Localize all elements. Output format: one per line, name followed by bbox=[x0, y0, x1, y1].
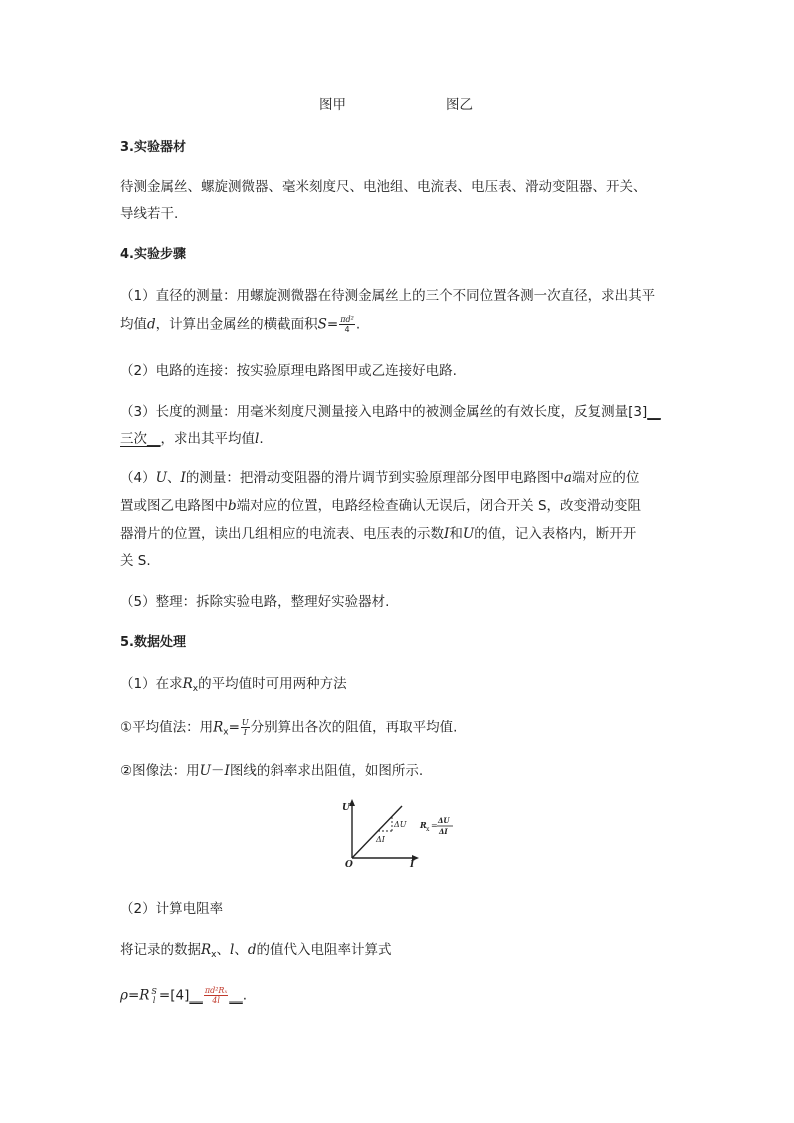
text: 的值代入电阻率计算式 bbox=[256, 942, 392, 958]
text: ①平均值法：用 bbox=[120, 719, 214, 736]
data-processing-2: （2）计算电阻率 bbox=[120, 901, 224, 917]
text: 、 bbox=[216, 942, 230, 958]
text: 图线的斜率求出阻值，如图所示. bbox=[229, 763, 424, 779]
var-r: R bbox=[139, 987, 150, 1004]
text: 器滑片的位置，读出几组相应的电流表、电压表的示数 bbox=[120, 526, 444, 542]
ui-graph-figure bbox=[336, 796, 466, 868]
var-r: R bbox=[201, 942, 212, 958]
var-d: d bbox=[247, 942, 257, 958]
var-d: d bbox=[147, 316, 156, 333]
rx-subscript: x bbox=[426, 826, 430, 833]
text: 端对应的位 bbox=[571, 470, 640, 486]
slope-line bbox=[352, 806, 402, 858]
subscript-x: x bbox=[192, 684, 199, 694]
caption-fig-yi: 图乙 bbox=[446, 97, 473, 113]
answer-blank: __ bbox=[229, 987, 243, 1004]
equals: = bbox=[127, 987, 140, 1004]
section-4-title: 4.实验步骤 bbox=[120, 247, 186, 262]
var-s: S bbox=[317, 316, 327, 333]
text: 的测量：把滑动变阻器的滑片调节到实验原理部分图甲电路图中 bbox=[185, 470, 564, 486]
formula-numerator: ΔU bbox=[438, 816, 450, 825]
text: ②图像法：用 bbox=[120, 763, 200, 779]
section-5-title: 5.数据处理 bbox=[120, 635, 186, 650]
resistivity-line bbox=[120, 941, 391, 964]
var-u: U bbox=[155, 470, 167, 486]
s3-line-1: 待测金属丝、螺旋测微器、毫米刻度尺、电池组、电流表、电压表、滑动变阻器、开关、 bbox=[120, 179, 647, 195]
period: . bbox=[355, 316, 361, 333]
step-1-line-2 bbox=[120, 315, 360, 334]
method-graph bbox=[120, 762, 423, 780]
area-fraction bbox=[339, 315, 355, 334]
origin-label: O bbox=[345, 860, 353, 868]
i-axis-label: I bbox=[410, 860, 415, 868]
formula-denominator: ΔI bbox=[439, 827, 448, 836]
text: 置或图乙电路图中 bbox=[120, 498, 228, 514]
var-r: R bbox=[182, 676, 193, 692]
var-b: b bbox=[228, 498, 237, 514]
var-l: l bbox=[230, 942, 235, 958]
answer-denominator: 4l bbox=[212, 996, 220, 1005]
period: . bbox=[242, 987, 248, 1004]
text: 和 bbox=[449, 526, 463, 542]
var-i: I bbox=[444, 526, 450, 542]
caption-fig-jia: 图甲 bbox=[319, 97, 346, 113]
answer-3: 三次__ bbox=[120, 431, 161, 447]
delta-u-label: ΔU bbox=[394, 820, 407, 829]
rx-label: R bbox=[420, 820, 427, 830]
u-axis-label: U bbox=[342, 803, 350, 813]
text: ，求出其平均值 bbox=[160, 431, 255, 447]
text: 分别算出各次的阻值，再取平均值. bbox=[250, 719, 458, 736]
s3-line-2: 导线若干. bbox=[120, 206, 179, 222]
step-4-line-3 bbox=[120, 525, 636, 543]
var-rho: ρ bbox=[120, 987, 128, 1004]
dash: － bbox=[211, 763, 225, 779]
step-4-line-4: 关 S. bbox=[120, 553, 151, 569]
text: （1）在求 bbox=[120, 676, 183, 692]
equals: = bbox=[326, 316, 339, 333]
step-4-line-1 bbox=[120, 469, 639, 487]
fraction-numerator: U bbox=[241, 718, 249, 727]
section-3-title: 3.实验器材 bbox=[120, 140, 186, 155]
step-3-line-2 bbox=[120, 430, 264, 448]
fraction-denominator: I bbox=[243, 728, 247, 737]
step-3-line-1 bbox=[120, 403, 661, 421]
text: （4） bbox=[120, 470, 156, 486]
text: 端对应的位置，电路经检查确认无误后，闭合开关 S，改变滑动变阻 bbox=[236, 498, 642, 514]
text: （3）长度的测量：用毫米刻度尺测量接入电路中的被测金属丝的有效长度，反复测量[3] bbox=[120, 404, 648, 420]
answer-numerator: πd²Rₓ bbox=[204, 986, 228, 995]
fraction-numerator: πd² bbox=[340, 315, 354, 324]
period: . bbox=[259, 431, 264, 447]
s-over-l-fraction bbox=[150, 987, 157, 1005]
answer-index: =[4] bbox=[158, 987, 190, 1004]
text: 、 bbox=[234, 942, 248, 958]
rx-equals: = bbox=[431, 821, 438, 830]
text: 将记录的数据 bbox=[120, 942, 201, 958]
text: ，计算出金属丝的横截面积 bbox=[155, 316, 318, 333]
fraction-numerator: S bbox=[151, 986, 157, 996]
delta-i-label: ΔI bbox=[376, 835, 385, 844]
var-u: U bbox=[199, 763, 211, 779]
var-l: l bbox=[255, 431, 260, 447]
text: 、 bbox=[166, 470, 181, 486]
var-i: I bbox=[180, 470, 186, 486]
equals: = bbox=[228, 719, 240, 736]
answer-blank: __ bbox=[647, 404, 661, 420]
ui-fraction bbox=[241, 718, 250, 737]
step-4-line-2 bbox=[120, 497, 641, 515]
method-average bbox=[120, 718, 457, 742]
step-1-line-1: （1）直径的测量：用螺旋测微器在待测金属丝上的三个不同位置各测一次直径，求出其平 bbox=[120, 288, 656, 304]
data-processing-1 bbox=[120, 675, 347, 698]
subscript-x: x bbox=[211, 950, 217, 960]
subscript-x: x bbox=[223, 727, 229, 738]
answer-blank: __ bbox=[189, 987, 203, 1004]
text: 的平均值时可用两种方法 bbox=[198, 676, 347, 692]
fraction-denominator: l bbox=[152, 995, 156, 1005]
var-u: U bbox=[462, 526, 475, 542]
var-i: I bbox=[224, 763, 230, 779]
var-r: R bbox=[213, 719, 224, 736]
text: 均值 bbox=[120, 316, 147, 333]
step-5: （5）整理：拆除实验电路，整理好实验器材. bbox=[120, 594, 390, 610]
answer-4-fraction bbox=[204, 986, 228, 1005]
fraction-denominator: 4 bbox=[344, 325, 350, 334]
step-2: （2）电路的连接：按实验原理电路图甲或乙连接好电路. bbox=[120, 363, 457, 379]
text: 的值，记入表格内，断开开 bbox=[474, 526, 637, 542]
var-a: a bbox=[563, 470, 572, 486]
resistivity-formula bbox=[120, 986, 247, 1005]
u-axis-arrow bbox=[349, 799, 355, 806]
